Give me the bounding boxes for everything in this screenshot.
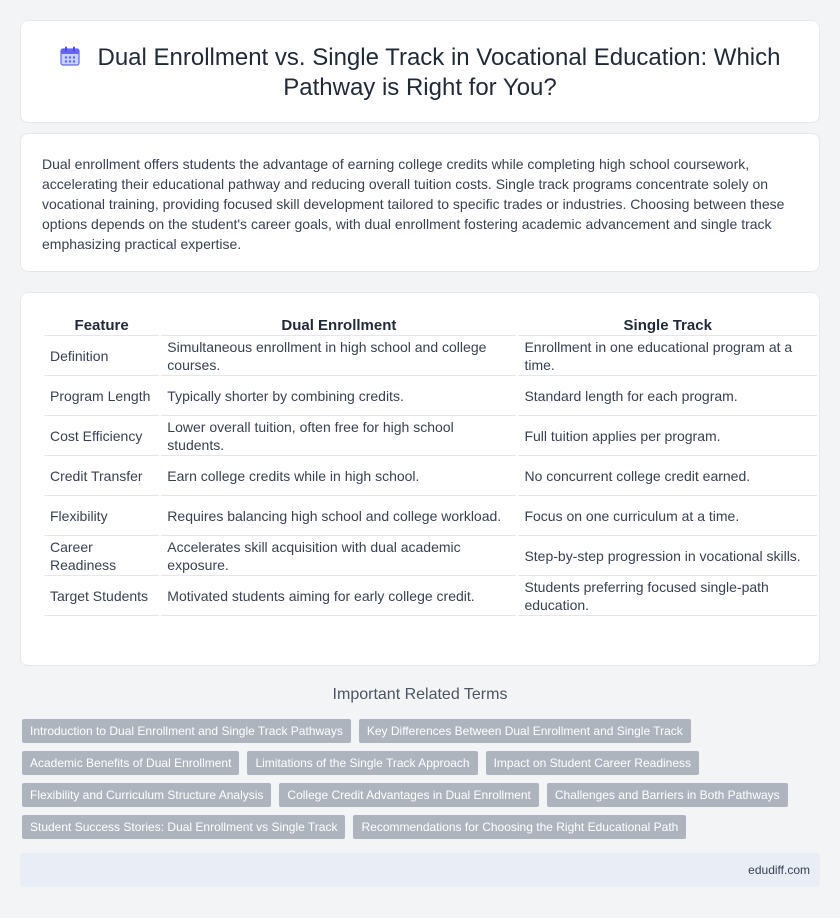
related-term-tag[interactable]: Key Differences Between Dual Enrollment and Single Track: [359, 719, 691, 743]
related-term-tag[interactable]: Challenges and Barriers in Both Pathways: [547, 783, 788, 807]
related-term-tag[interactable]: Impact on Student Career Readiness: [486, 751, 699, 775]
table-cell-dual: Lower overall tuition, often free for high school students.: [161, 416, 516, 456]
table-cell-dual: Requires balancing high school and college workload.: [161, 496, 516, 536]
table-row: [44, 376, 817, 416]
table-cell-feature: Flexibility: [44, 496, 159, 536]
intro-card: [20, 133, 820, 272]
table-cell-single: Step-by-step progression in vocational skills.: [518, 536, 817, 576]
comparison-table: [42, 316, 819, 616]
related-term-tag[interactable]: Recommendations for Choosing the Right Educational Path: [353, 815, 686, 839]
column-header-dual-enrollment: Dual Enrollment: [161, 316, 516, 336]
footer: [20, 853, 820, 887]
table-cell-single: Students preferring focused single-path education.: [518, 576, 817, 616]
intro-paragraph: Dual enrollment offers students the advantage of earning college credits while completing high school coursework, accelerating their educational pathway and reducing overall tuition costs. Single track programs concentrate solely on vocational training, providing focused skill development tailored to specific trades or industries. Choosing between these options depends on the student's career goals, with dual enrollment fostering academic advancement and single track emphasizing practical expertise.: [42, 156, 785, 252]
related-terms-list: [22, 719, 802, 839]
related-term-tag[interactable]: College Credit Advantages in Dual Enrollment: [279, 783, 538, 807]
calendar-icon: [59, 45, 81, 67]
page-title: Dual Enrollment vs. Single Track in Vocational Education: Which Pathway is Right for You?: [97, 44, 781, 101]
table-row: [44, 336, 817, 376]
table-cell-feature: Career Readiness: [44, 536, 159, 576]
table-cell-single: Full tuition applies per program.: [518, 416, 817, 456]
page-title-row: [21, 43, 819, 103]
footer-site-link[interactable]: edudiff.com: [748, 863, 810, 877]
related-term-tag[interactable]: Academic Benefits of Dual Enrollment: [22, 751, 239, 775]
table-cell-single: Enrollment in one educational program at a time.: [518, 336, 817, 376]
table-cell-feature: Cost Efficiency: [44, 416, 159, 456]
table-row: [44, 536, 817, 576]
table-cell-feature: Definition: [44, 336, 159, 376]
table-row: [44, 576, 817, 616]
table-cell-single: No concurrent college credit earned.: [518, 456, 817, 496]
table-cell-feature: Program Length: [44, 376, 159, 416]
table-cell-single: Focus on one curriculum at a time.: [518, 496, 817, 536]
table-row: [44, 496, 817, 536]
column-header-feature: Feature: [44, 316, 159, 336]
related-term-tag[interactable]: Limitations of the Single Track Approach: [247, 751, 477, 775]
table-cell-dual: Earn college credits while in high school.: [161, 456, 516, 496]
table-header-row: [44, 316, 817, 336]
table-cell-dual: Accelerates skill acquisition with dual academic exposure.: [161, 536, 516, 576]
related-term-tag[interactable]: Flexibility and Curriculum Structure Analysis: [22, 783, 271, 807]
table-cell-dual: Simultaneous enrollment in high school and college courses.: [161, 336, 516, 376]
related-terms-heading: Important Related Terms: [332, 686, 508, 703]
related-term-tag[interactable]: Student Success Stories: Dual Enrollment vs Single Track: [22, 815, 345, 839]
table-cell-feature: Target Students: [44, 576, 159, 616]
related-term-tag[interactable]: Introduction to Dual Enrollment and Single Track Pathways: [22, 719, 351, 743]
table-cell-single: Standard length for each program.: [518, 376, 817, 416]
table-row: [44, 416, 817, 456]
table-cell-dual: Motivated students aiming for early college credit.: [161, 576, 516, 616]
table-cell-dual: Typically shorter by combining credits.: [161, 376, 516, 416]
table-cell-feature: Credit Transfer: [44, 456, 159, 496]
table-row: [44, 456, 817, 496]
comparison-table-card: [20, 292, 820, 666]
column-header-single-track: Single Track: [518, 316, 817, 336]
title-card: [20, 20, 820, 123]
